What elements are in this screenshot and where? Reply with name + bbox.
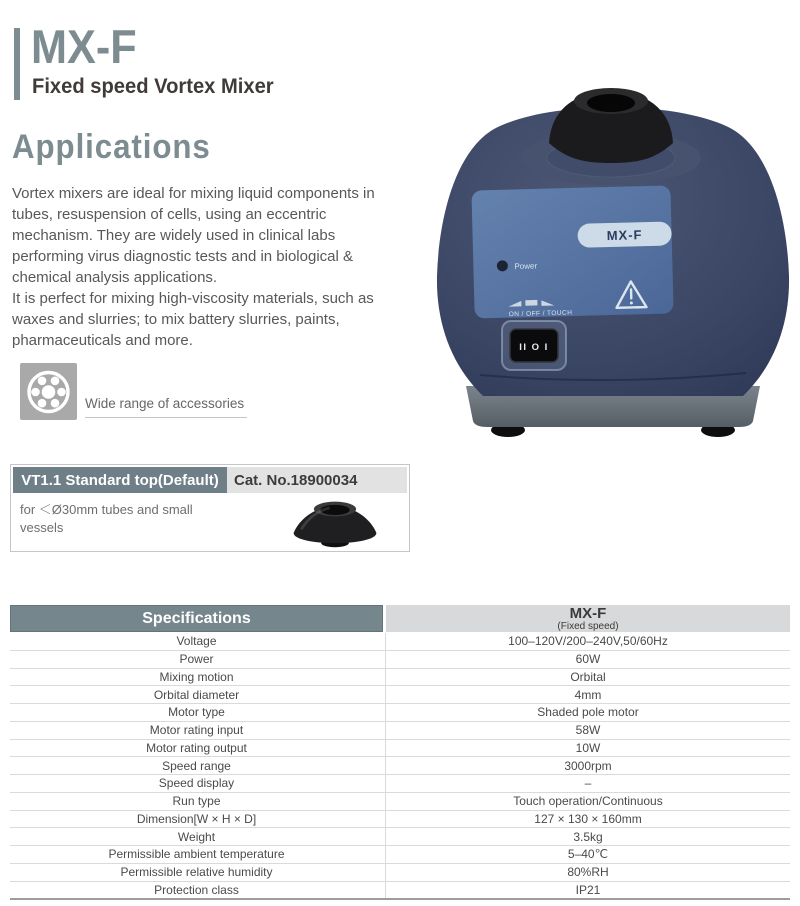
accessories-caption: Wide range of accessories xyxy=(85,396,247,418)
product-subtitle: Fixed speed Vortex Mixer xyxy=(32,75,274,98)
product-model-title: MX-F xyxy=(31,20,137,73)
spec-table-row xyxy=(10,651,790,669)
rocker-switch-marks: II O I xyxy=(519,342,549,353)
spec-header-model-name: MX-F xyxy=(569,604,607,622)
accessory-box-header xyxy=(13,467,407,493)
spec-table-row xyxy=(10,775,790,793)
applications-paragraph-2: It is perfect for mixing high-viscosity materials, such as waxes and slurries; to mix battery slurries, paints, pharmaceuticals and more. xyxy=(12,290,374,349)
applications-heading: Applications xyxy=(12,128,211,166)
front-panel xyxy=(471,185,673,319)
title-accent-bar xyxy=(14,28,20,100)
spec-table-row xyxy=(10,828,790,846)
spec-label: Orbital diameter xyxy=(153,687,240,702)
spec-value: Orbital xyxy=(570,669,606,684)
model-badge-label: MX-F xyxy=(606,227,643,244)
spec-header-model-sub: (Fixed speed) xyxy=(557,620,619,632)
rotor-accessory-icon xyxy=(20,363,77,420)
spec-value: – xyxy=(584,776,592,791)
spec-label: Speed display xyxy=(158,776,235,791)
accessory-description: for ＜Ø30mm tubes and small vessels xyxy=(20,502,193,535)
spec-label: Permissible ambient temperature xyxy=(108,847,285,862)
spec-table-row xyxy=(10,633,790,651)
spec-table-row xyxy=(10,864,790,882)
spec-label: Speed range xyxy=(162,758,231,773)
spec-value: 5–40℃ xyxy=(567,847,609,862)
spec-table-row xyxy=(10,704,790,722)
spec-table-header xyxy=(10,605,790,632)
standard-top-accessory-image xyxy=(289,493,381,549)
spec-label: Motor rating input xyxy=(149,723,244,738)
spec-label: Protection class xyxy=(154,882,239,897)
spec-value: 60W xyxy=(575,652,601,667)
spec-value: Shaded pole motor xyxy=(537,705,639,720)
spec-value: 127 × 130 × 160mm xyxy=(534,811,642,826)
product-image-vortex-mixer xyxy=(430,78,795,458)
spec-value: IP21 xyxy=(575,882,601,897)
spec-table-row xyxy=(10,686,790,704)
spec-table-row xyxy=(10,757,790,775)
spec-value: 58W xyxy=(575,723,601,738)
spec-label: Power xyxy=(179,652,214,667)
spec-value: 3000rpm xyxy=(564,758,612,773)
spec-table-row xyxy=(10,846,790,864)
spec-label: Run type xyxy=(172,794,221,809)
spec-table-row xyxy=(10,882,790,899)
spec-value: 80%RH xyxy=(567,865,609,880)
applications-paragraph-1: Vortex mixers are ideal for mixing liquid components in tubes, resuspension of cells, using an eccentric mechanism. They are widely used in clinical labs performing virus diagnostic tests and in biological & chemical analysis applications. xyxy=(12,185,375,286)
spec-table-row xyxy=(10,722,790,740)
spec-header-title: Specifications xyxy=(10,605,383,632)
spec-value: 3.5kg xyxy=(573,829,603,844)
spec-label: Mixing motion xyxy=(159,669,234,684)
on-off-touch-label: ON / OFF / TOUCH xyxy=(508,309,573,319)
spec-table-row xyxy=(10,740,790,758)
applications-text xyxy=(12,183,392,351)
spec-label: Motor rating output xyxy=(146,740,247,755)
spec-label: Motor type xyxy=(168,705,225,720)
spec-value: Touch operation/Continuous xyxy=(513,794,663,809)
spec-table-row xyxy=(10,811,790,829)
power-label: Power xyxy=(514,261,538,272)
spec-value: 100–120V/200–240V,50/60Hz xyxy=(508,634,668,649)
spec-table-row xyxy=(10,793,790,811)
spec-label: Voltage xyxy=(176,634,217,649)
spec-label: Dimension[W × H × D] xyxy=(136,811,257,826)
accessory-option-box xyxy=(10,464,410,552)
specifications-table xyxy=(10,605,790,900)
spec-table-body xyxy=(10,633,790,900)
spec-label: Weight xyxy=(177,829,216,844)
spec-table-row xyxy=(10,669,790,687)
power-rocker-switch xyxy=(502,321,566,370)
spec-value: 10W xyxy=(575,740,601,755)
accessory-cat-no: Cat. No.18900034 xyxy=(227,467,407,493)
accessory-title: VT1.1 Standard top(Default) xyxy=(13,467,227,493)
spec-header-model xyxy=(386,605,790,632)
mixing-cup-head xyxy=(549,88,673,163)
spec-value: 4mm xyxy=(574,687,602,702)
spec-label: Permissible relative humidity xyxy=(120,865,273,880)
